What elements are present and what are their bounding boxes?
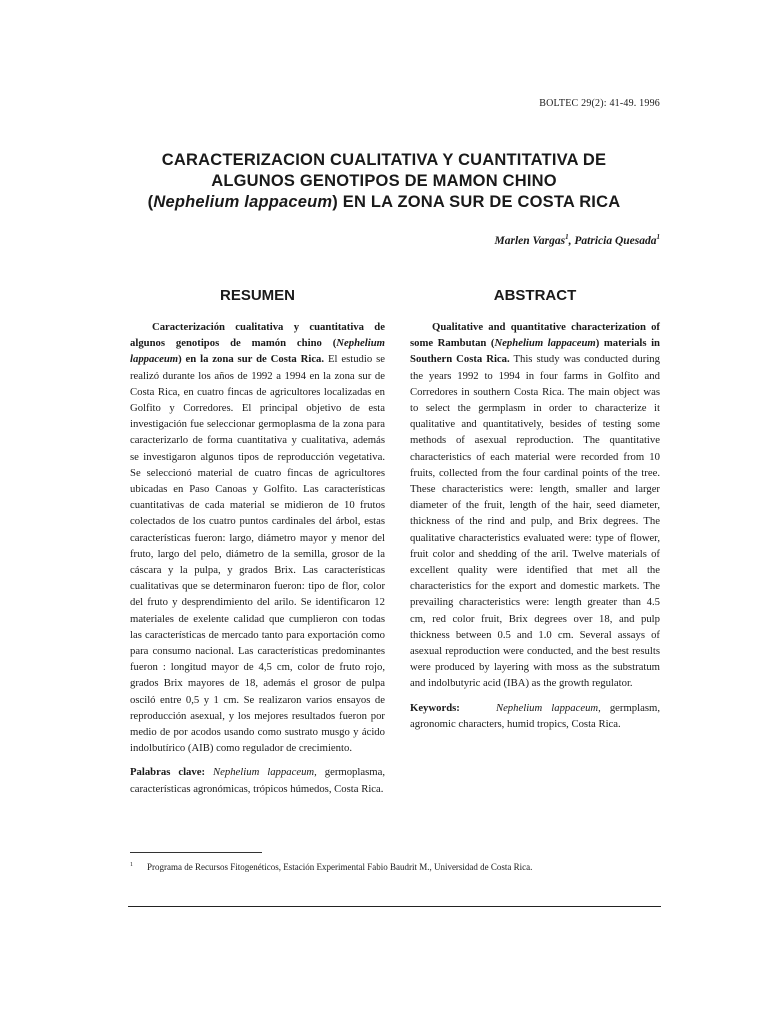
title-line-3-rest: ) EN LA ZONA SUR DE COSTA RICA [332,193,621,211]
footnote-mark: 1 [130,862,133,868]
title-line-1: CARACTERIZACION CUALITATIVA Y CUANTITATIVA DE [161,151,607,169]
title-line-3 [60,192,708,213]
abstract-keywords-label: Keywords: [410,701,460,714]
resumen-column [130,319,385,797]
resumen-keywords-rest: , germoplasma, características agronómicas, trópicos húmedos, Costa Rica. [130,766,386,795]
abstract-body: This study was conducted during the years 1992 to 1994 in four farms in Golfito and Corredores in southern Costa Rica. The main object was to select the germplasm in order to characterize it qualitative and quantitatively, besides of testing some methods of asexual reproduction. The quantitative characteristics of each material were recorded from 10 fruits, collected from the four cardinal points of the tree. These characteristics were: length, smaller and larger diameter of the fruit, length of the hair, seed diameter, thickness of the rind and pulp, and Brix degrees. The qualitative characteristics evaluated were: type of flower, fruit color and shedding of the aril. Twelve materials of excellent quality were identified that met all the characteristics for the export and domestic markets. The prevailing characteristics were: length greater than 4.5 cm, red color fruit, Brix degrees over 18, and pulp thickness between 0.5 and 1.0 cm. Several assays of asexual reproduction were conducted, and the best results were produced by layering with moss as the substratum and indolbutyric acid (IBA) as the growth regulator. [410,353,660,690]
author-separator: , [568,235,575,247]
author-list [495,235,660,247]
abstract-keywords [410,700,660,732]
title-paren: ( [147,193,154,211]
abstract-lead-end: ) materials in Southern Costa Rica. [410,337,660,366]
footnote-rule [130,852,262,853]
resumen-keywords [130,764,385,796]
paper-title [60,150,708,213]
bottom-rule [128,906,661,907]
abstract-paragraph [410,319,660,692]
footnote [130,862,532,872]
resumen-paragraph [130,319,385,756]
resumen-lead-species: Nephelium lappaceum [130,337,385,366]
abstract-column [410,319,660,732]
title-species: Nephelium lappaceum [153,193,333,211]
resumen-lead-end: ) en la zona sur de Costa Rica. [178,353,325,366]
resumen-keywords-label: Palabras clave: [130,766,206,779]
abstract-lead-species: Nephelium lappaceum [494,337,596,350]
resumen-body: El estudio se realizó durante los años de 1992 a 1994 en la zona sur de Costa Rica, en cuatro fincas de agricultores localizadas en Golfito y Corredores. El principal objetivo de esta investigación fue seleccionar germoplasma de la zona para caracterizarlo de forma cuantitativa y cualitativa, además se investigaron algunos tipos de reproducción vegetativa. Se seleccionó material de cuatro fincas de agricultores ubicadas en Paso Canoas y Golfito. Las características cuantitativas de cada material se midieron de 10 frutos colectados de los cuatro puntos cardinales del árbol, estas características fueron: largo, diámetro mayor y menor del fruto, largo del pelo, diámetro de la semilla, grosor de la cáscara y la pulpa, y grados Brix. Las características cualitativas que se determinaron fueron: tipo de flor, color del fruto y desprendimiento del arilo. Se identificaron 12 materiales de exelente calidad que cumplieron con todas las características de mercado tanto para exportación como para consumo nacional. Las características predominantes fueron : longitud mayor de 4,5 cm, color de fruto rojo, grados Brix mayores de 18, además el grosor de pulpa osciló entre 0,5 y 1 cm. Se realizaron varios ensayos de reproducción asexual, y los mejores resultados fueron por medio de por acodos usando como sustrato musgo y ácido indolbutírico (AIB) como regulador de crecimiento. [130,353,385,755]
resumen-heading: RESUMEN [219,287,295,304]
abstract-keywords-rest: , germplasm, agronomic characters, humid tropics, Costa Rica. [410,701,661,730]
abstract-keywords-species: Nephelium lappaceum [495,701,599,714]
footnote-text: Programa de Recursos Fitogenéticos, Estación Experimental Fabio Baudrit M., Universidad de Costa Rica. [147,862,533,872]
resumen-keywords-species: Nephelium lappaceum [212,766,315,779]
abstract-heading: ABSTRACT [493,287,577,304]
abstract-lead: Qualitative and quantitative characterization of some Rambutan ( [410,321,660,350]
journal-reference: BOLTEC 29(2): 41-49. 1996 [539,98,660,109]
author-1: Marlen Vargas [494,235,566,247]
title-line-2: ALGUNOS GENOTIPOS DE MAMON CHINO [211,172,557,190]
resumen-lead: Caracterización cualitativa y cuantitativa de algunos genotipos de mamón chino ( [130,321,385,350]
author-2-mark: 1 [656,233,660,241]
author-1-mark: 1 [565,233,569,241]
author-2: Patricia Quesada [574,235,657,247]
